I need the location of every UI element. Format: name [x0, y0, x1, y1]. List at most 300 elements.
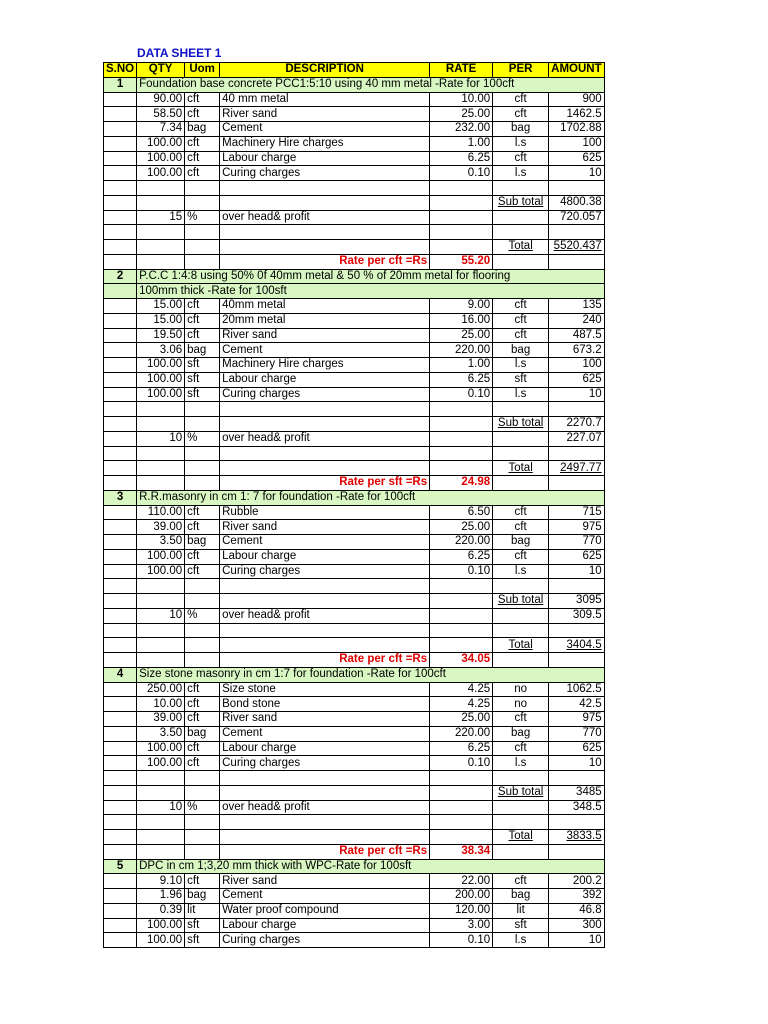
header-amount: AMOUNT	[549, 63, 605, 78]
item-description: River sand	[220, 520, 430, 535]
empty-cell	[104, 402, 137, 417]
item-qty: 250.00	[137, 682, 185, 697]
section-title-continued: 100mm thick -Rate for 100sft	[137, 284, 605, 299]
item-row	[104, 151, 605, 166]
item-uom: cft	[185, 136, 220, 151]
empty-cell	[430, 815, 493, 830]
overhead-qty: 15	[137, 210, 185, 225]
empty-cell	[104, 431, 137, 446]
overhead-description: over head& profit	[220, 210, 430, 225]
item-per: bag	[493, 726, 549, 741]
total-label	[493, 240, 549, 255]
item-per: cft	[493, 92, 549, 107]
empty-cell	[137, 594, 185, 609]
item-qty: 39.00	[137, 712, 185, 727]
empty-cell	[220, 815, 430, 830]
item-description: Labour charge	[220, 372, 430, 387]
rate-per-row	[104, 254, 605, 269]
total-label-text: Total	[508, 638, 533, 651]
blank-row	[104, 623, 605, 638]
overhead-row	[104, 800, 605, 815]
item-description: Cement	[220, 726, 430, 741]
item-description: Bond stone	[220, 697, 430, 712]
item-per: cft	[493, 107, 549, 122]
item-row	[104, 564, 605, 579]
item-row	[104, 549, 605, 564]
item-qty: 100.00	[137, 918, 185, 933]
item-rate: 0.10	[430, 564, 493, 579]
empty-cell	[430, 579, 493, 594]
empty-cell	[104, 461, 137, 476]
item-row	[104, 372, 605, 387]
empty-cell	[104, 830, 137, 845]
empty-cell	[104, 343, 137, 358]
rate-per-label: Rate per cft =Rs	[220, 653, 430, 668]
subtotal-label-text: Sub total	[497, 417, 544, 430]
item-qty: 9.10	[137, 874, 185, 889]
item-per: l.s	[493, 564, 549, 579]
item-row	[104, 299, 605, 314]
item-qty: 110.00	[137, 505, 185, 520]
item-qty: 100.00	[137, 549, 185, 564]
item-qty: 3.50	[137, 535, 185, 550]
total-row	[104, 638, 605, 653]
item-row	[104, 328, 605, 343]
empty-cell	[220, 181, 430, 196]
empty-cell	[104, 638, 137, 653]
empty-cell	[104, 195, 137, 210]
item-per: l.s	[493, 756, 549, 771]
empty-cell	[137, 623, 185, 638]
rate-per-value: 34.05	[430, 653, 493, 668]
item-uom: bag	[185, 726, 220, 741]
item-uom: sft	[185, 372, 220, 387]
empty-cell	[220, 461, 430, 476]
empty-cell	[493, 579, 549, 594]
empty-cell	[185, 579, 220, 594]
empty-cell	[185, 240, 220, 255]
item-row	[104, 726, 605, 741]
empty-cell	[104, 785, 137, 800]
total-amount-text: 5520.437	[553, 240, 602, 253]
section-title-row	[104, 859, 605, 874]
empty-cell	[185, 594, 220, 609]
empty-cell	[104, 933, 137, 948]
empty-cell	[104, 903, 137, 918]
empty-cell	[104, 874, 137, 889]
section-title: Foundation base concrete PCC1:5:10 using 40 mm metal -Rate for 100cft	[137, 77, 605, 92]
item-uom: cft	[185, 874, 220, 889]
item-row	[104, 712, 605, 727]
item-per: cft	[493, 328, 549, 343]
item-amount: 673.2	[549, 343, 605, 358]
item-amount: 200.2	[549, 874, 605, 889]
empty-cell	[104, 92, 137, 107]
item-rate: 25.00	[430, 328, 493, 343]
item-rate: 6.25	[430, 549, 493, 564]
section-title-row	[104, 77, 605, 92]
empty-cell	[220, 579, 430, 594]
empty-cell	[430, 195, 493, 210]
total-amount	[549, 830, 605, 845]
rate-per-label: Rate per cft =Rs	[220, 844, 430, 859]
empty-cell	[430, 402, 493, 417]
empty-cell	[430, 830, 493, 845]
section-title: DPC in cm 1;3,20 mm thick with WPC-Rate for 100sft	[137, 859, 605, 874]
header-per: PER	[493, 63, 549, 78]
blank-row	[104, 225, 605, 240]
subtotal-amount: 4800.38	[549, 195, 605, 210]
rate-per-value: 55.20	[430, 254, 493, 269]
item-uom: cft	[185, 92, 220, 107]
empty-cell	[220, 225, 430, 240]
item-rate: 200.00	[430, 889, 493, 904]
item-description: Cement	[220, 535, 430, 550]
item-row	[104, 313, 605, 328]
item-amount: 10	[549, 933, 605, 948]
empty-cell	[493, 844, 549, 859]
item-description: Machinery Hire charges	[220, 136, 430, 151]
empty-cell	[493, 476, 549, 491]
item-rate: 25.00	[430, 107, 493, 122]
section-title-row	[104, 490, 605, 505]
item-per: l.s	[493, 387, 549, 402]
item-amount: 975	[549, 520, 605, 535]
empty-cell	[104, 653, 137, 668]
empty-cell	[493, 800, 549, 815]
overhead-description: over head& profit	[220, 431, 430, 446]
item-qty: 15.00	[137, 299, 185, 314]
item-description: Cement	[220, 889, 430, 904]
item-description: Size stone	[220, 682, 430, 697]
empty-cell	[493, 771, 549, 786]
item-qty: 10.00	[137, 697, 185, 712]
item-row	[104, 535, 605, 550]
total-row	[104, 240, 605, 255]
item-amount: 10	[549, 166, 605, 181]
header-qty: QTY	[137, 63, 185, 78]
item-rate: 0.10	[430, 387, 493, 402]
empty-cell	[104, 844, 137, 859]
header-description: DESCRIPTION	[220, 63, 430, 78]
item-description: Cement	[220, 122, 430, 137]
empty-cell	[185, 195, 220, 210]
empty-cell	[185, 181, 220, 196]
empty-cell	[493, 623, 549, 638]
item-per: l.s	[493, 358, 549, 373]
item-per: bag	[493, 122, 549, 137]
section-title-row	[104, 667, 605, 682]
empty-cell	[430, 608, 493, 623]
item-uom: cft	[185, 107, 220, 122]
item-uom: cft	[185, 682, 220, 697]
item-uom: cft	[185, 712, 220, 727]
empty-cell	[104, 284, 137, 299]
empty-cell	[220, 830, 430, 845]
section-number: 3	[104, 490, 137, 505]
item-row	[104, 166, 605, 181]
rate-per-row	[104, 476, 605, 491]
rate-per-label: Rate per sft =Rs	[220, 476, 430, 491]
blank-row	[104, 815, 605, 830]
subtotal-row	[104, 417, 605, 432]
empty-cell	[220, 195, 430, 210]
empty-cell	[493, 210, 549, 225]
empty-cell	[220, 638, 430, 653]
item-qty: 100.00	[137, 372, 185, 387]
empty-cell	[549, 844, 605, 859]
header-uom: Uom	[185, 63, 220, 78]
item-description: 40mm metal	[220, 299, 430, 314]
empty-cell	[430, 800, 493, 815]
empty-cell	[220, 594, 430, 609]
item-rate: 3.00	[430, 918, 493, 933]
subtotal-amount: 3485	[549, 785, 605, 800]
empty-cell	[220, 446, 430, 461]
item-qty: 100.00	[137, 136, 185, 151]
empty-cell	[430, 638, 493, 653]
item-amount: 240	[549, 313, 605, 328]
item-uom: cft	[185, 151, 220, 166]
item-row	[104, 682, 605, 697]
empty-cell	[104, 372, 137, 387]
item-description: Rubble	[220, 505, 430, 520]
empty-cell	[185, 653, 220, 668]
blank-row	[104, 402, 605, 417]
empty-cell	[549, 579, 605, 594]
empty-cell	[493, 431, 549, 446]
item-qty: 100.00	[137, 933, 185, 948]
item-per: cft	[493, 520, 549, 535]
empty-cell	[493, 402, 549, 417]
item-uom: bag	[185, 343, 220, 358]
empty-cell	[104, 918, 137, 933]
blank-row	[104, 181, 605, 196]
item-row	[104, 107, 605, 122]
item-per: cft	[493, 313, 549, 328]
empty-cell	[493, 608, 549, 623]
item-qty: 39.00	[137, 520, 185, 535]
item-rate: 6.25	[430, 372, 493, 387]
item-row	[104, 92, 605, 107]
item-rate: 25.00	[430, 520, 493, 535]
item-rate: 220.00	[430, 343, 493, 358]
item-amount: 625	[549, 151, 605, 166]
empty-cell	[430, 240, 493, 255]
subtotal-label	[493, 785, 549, 800]
empty-cell	[137, 402, 185, 417]
item-rate: 1.00	[430, 358, 493, 373]
item-per: cft	[493, 299, 549, 314]
empty-cell	[104, 564, 137, 579]
total-amount-text: 3833.5	[566, 830, 602, 843]
empty-cell	[104, 771, 137, 786]
empty-cell	[220, 402, 430, 417]
total-label	[493, 461, 549, 476]
item-per: cft	[493, 712, 549, 727]
item-amount: 100	[549, 358, 605, 373]
sheet-title: DATA SHEET 1	[137, 46, 222, 60]
item-amount: 1462.5	[549, 107, 605, 122]
empty-cell	[104, 417, 137, 432]
item-per: lit	[493, 903, 549, 918]
empty-cell	[430, 210, 493, 225]
item-per: sft	[493, 372, 549, 387]
item-rate: 10.00	[430, 92, 493, 107]
item-uom: cft	[185, 697, 220, 712]
section-title-row	[104, 284, 605, 299]
rate-per-row	[104, 653, 605, 668]
item-description: Curing charges	[220, 166, 430, 181]
item-rate: 232.00	[430, 122, 493, 137]
total-row	[104, 461, 605, 476]
section-title: Size stone masonry in cm 1:7 for foundation -Rate for 100cft	[137, 667, 605, 682]
empty-cell	[430, 417, 493, 432]
empty-cell	[104, 815, 137, 830]
item-rate: 0.10	[430, 166, 493, 181]
empty-cell	[549, 446, 605, 461]
empty-cell	[549, 623, 605, 638]
item-amount: 135	[549, 299, 605, 314]
empty-cell	[104, 166, 137, 181]
total-label-text: Total	[508, 240, 533, 253]
overhead-uom: %	[185, 431, 220, 446]
item-qty: 1.96	[137, 889, 185, 904]
item-per: cft	[493, 151, 549, 166]
empty-cell	[104, 181, 137, 196]
subtotal-row	[104, 785, 605, 800]
total-label-text: Total	[508, 830, 533, 843]
empty-cell	[493, 815, 549, 830]
overhead-description: over head& profit	[220, 800, 430, 815]
empty-cell	[137, 446, 185, 461]
empty-cell	[104, 210, 137, 225]
item-qty: 100.00	[137, 151, 185, 166]
empty-cell	[104, 225, 137, 240]
empty-cell	[220, 771, 430, 786]
empty-cell	[185, 417, 220, 432]
empty-cell	[104, 756, 137, 771]
empty-cell	[185, 254, 220, 269]
empty-cell	[185, 830, 220, 845]
empty-cell	[185, 461, 220, 476]
blank-row	[104, 579, 605, 594]
item-row	[104, 889, 605, 904]
item-description: Curing charges	[220, 564, 430, 579]
empty-cell	[137, 653, 185, 668]
empty-cell	[104, 623, 137, 638]
overhead-uom: %	[185, 608, 220, 623]
item-amount: 1702.88	[549, 122, 605, 137]
subtotal-row	[104, 594, 605, 609]
empty-cell	[185, 446, 220, 461]
item-row	[104, 874, 605, 889]
empty-cell	[104, 387, 137, 402]
empty-cell	[104, 240, 137, 255]
item-description: River sand	[220, 874, 430, 889]
item-uom: cft	[185, 328, 220, 343]
item-rate: 22.00	[430, 874, 493, 889]
item-per: no	[493, 682, 549, 697]
item-amount: 770	[549, 535, 605, 550]
item-description: Machinery Hire charges	[220, 358, 430, 373]
empty-cell	[137, 254, 185, 269]
rate-per-row	[104, 844, 605, 859]
item-per: bag	[493, 343, 549, 358]
item-uom: lit	[185, 903, 220, 918]
item-amount: 625	[549, 741, 605, 756]
item-per: l.s	[493, 933, 549, 948]
item-row	[104, 697, 605, 712]
empty-cell	[430, 771, 493, 786]
item-per: bag	[493, 889, 549, 904]
total-row	[104, 830, 605, 845]
item-description: Curing charges	[220, 756, 430, 771]
empty-cell	[137, 844, 185, 859]
total-amount	[549, 461, 605, 476]
data-sheet-table	[103, 62, 605, 948]
overhead-description: over head& profit	[220, 608, 430, 623]
item-rate: 120.00	[430, 903, 493, 918]
header-sno: S.NO	[104, 63, 137, 78]
item-amount: 975	[549, 712, 605, 727]
empty-cell	[104, 313, 137, 328]
empty-cell	[104, 726, 137, 741]
item-amount: 770	[549, 726, 605, 741]
empty-cell	[185, 402, 220, 417]
empty-cell	[137, 195, 185, 210]
empty-cell	[549, 225, 605, 240]
item-rate: 25.00	[430, 712, 493, 727]
item-qty: 90.00	[137, 92, 185, 107]
section-title: P.C.C 1:4:8 using 50% 0f 40mm metal & 50 % of 20mm metal for flooring	[137, 269, 605, 284]
empty-cell	[137, 579, 185, 594]
item-rate: 16.00	[430, 313, 493, 328]
section-number: 2	[104, 269, 137, 284]
empty-cell	[104, 122, 137, 137]
item-per: sft	[493, 918, 549, 933]
empty-cell	[220, 785, 430, 800]
empty-cell	[137, 785, 185, 800]
item-rate: 220.00	[430, 535, 493, 550]
subtotal-label	[493, 417, 549, 432]
empty-cell	[104, 520, 137, 535]
item-description: Cement	[220, 343, 430, 358]
item-amount: 715	[549, 505, 605, 520]
item-description: Curing charges	[220, 933, 430, 948]
item-qty: 3.50	[137, 726, 185, 741]
empty-cell	[104, 889, 137, 904]
subtotal-label-text: Sub total	[497, 786, 544, 799]
empty-cell	[104, 579, 137, 594]
item-description: Labour charge	[220, 918, 430, 933]
item-uom: sft	[185, 387, 220, 402]
item-per: cft	[493, 874, 549, 889]
empty-cell	[104, 697, 137, 712]
item-qty: 100.00	[137, 564, 185, 579]
empty-cell	[104, 151, 137, 166]
item-per: bag	[493, 535, 549, 550]
empty-cell	[137, 476, 185, 491]
overhead-qty: 10	[137, 608, 185, 623]
item-qty: 100.00	[137, 756, 185, 771]
item-per: no	[493, 697, 549, 712]
empty-cell	[104, 136, 137, 151]
empty-cell	[430, 225, 493, 240]
empty-cell	[185, 476, 220, 491]
item-per: cft	[493, 549, 549, 564]
empty-cell	[185, 638, 220, 653]
